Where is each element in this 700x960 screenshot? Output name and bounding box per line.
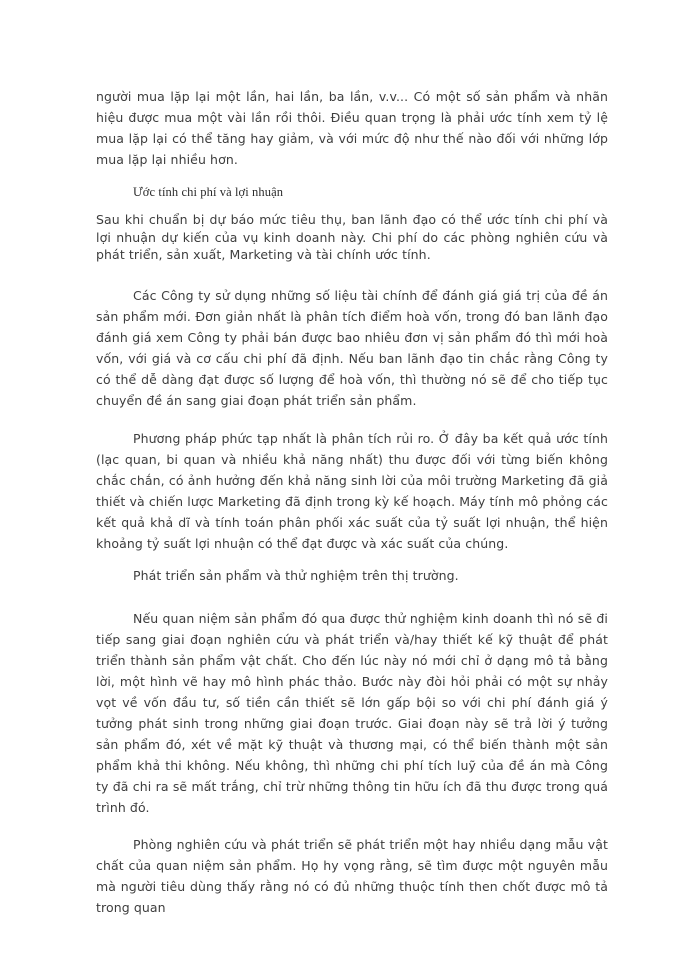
paragraph-cost-forecast: Sau khi chuẩn bị dự báo mức tiêu thụ, ban lãnh đạo có thể ước tính chi phí và lợi nhuận dự kiến của vụ kinh doanh này. Chi phí do các phòng nghiên cứu và phát triển, sản xuất, Marketing và tài chính ước tính. <box>96 212 608 262</box>
text-block <box>96 86 608 918</box>
paragraph-risk-analysis: Phương pháp phức tạp nhất là phân tích rủi ro. Ở đây ba kết quả ước tính (lạc quan, bi quan và nhiều khả năng nhất) thu được đối với từng biến không chắc chắn, có ảnh hưởng đến khả năng sinh lời của môi trường Marketing đã giả thiết và chiến lược Marketing đã định trong kỳ kế hoạch. Máy tính mô phỏng các kết quả khả dĩ và tính toán phân phối xác suất của tỷ suất lợi nhuận, thể hiện khoảng tỷ suất lợi nhuận có thể đạt được và xác suất của chúng. <box>96 430 608 551</box>
subsection-line-product-development: Phát triển sản phẩm và thử nghiệm trên thị trường. <box>133 567 459 583</box>
section-heading-cost-profit-estimate: Ước tính chi phí và lợi nhuận <box>133 185 284 199</box>
paragraph-prototype: Phòng nghiên cứu và phát triển sẽ phát triển một hay nhiều dạng mẫu vật chất của quan niệm sản phẩm. Họ hy vọng rằng, sẽ tìm được một nguyên mẫu mà người tiêu dùng thấy rằng nó có đủ những thuộc tính then chốt được mô tả trong quan <box>96 836 608 915</box>
paragraph-breakeven-analysis: Các Công ty sử dụng những số liệu tài chính để đánh giá giá trị của đề án sản phẩm mới. Đơn giản nhất là phân tích điểm hoà vốn, trong đó ban lãnh đạo đánh giá xem Công ty phải bán được bao nhiêu đơn vị sản phẩm đó thì mới hoà vốn, với giá và cơ cấu chi phí đã định. Nếu ban lãnh đạo tin chắc rằng Công ty có thể dễ dàng đạt được số lượng để hoà vốn, thì thường nó sẽ để cho tiếp tục chuyển đề án sang giai đoạn phát triển sản phẩm. <box>96 287 608 408</box>
paragraph-development-stage: Nếu quan niệm sản phẩm đó qua được thử nghiệm kinh doanh thì nó sẽ đi tiếp sang giai đoạn nghiên cứu và phát triển và/hay thiết kế kỹ thuật để phát triển thành sản phẩm vật chất. Cho đến lúc này nó mới chỉ ở dạng mô tả bằng lời, một hình vẽ hay mô hình phác thảo. Bước này đòi hỏi phải có một sự nhảy vọt về vốn đầu tư, số tiền cần thiết sẽ lớn gấp bội so với chi phí đánh giá ý tưởng phát sinh trong những giai đoạn trước. Giai đoạn này sẽ trả lời ý tưởng sản phẩm đó, xét về mặt kỹ thuật và thương mại, có thể biến thành một sản phẩm khả thi không. Nếu không, thì những chi phí tích luỹ của đề án mà Công ty đã chi ra sẽ mất trắng, chỉ trừ những thông tin hữu ích đã thu được trong quá trình đó. <box>96 610 608 815</box>
paragraph-repeat-purchase: người mua lặp lại một lần, hai lần, ba lần, v.v... Có một số sản phẩm và nhãn hiệu được mua một vài lần rồi thôi. Điều quan trọng là phải ước tính xem tỷ lệ mua lặp lại có thể tăng hay giảm, và với mức độ như thế nào đối với những lớp mua lặp lại nhiều hơn. <box>96 89 608 167</box>
